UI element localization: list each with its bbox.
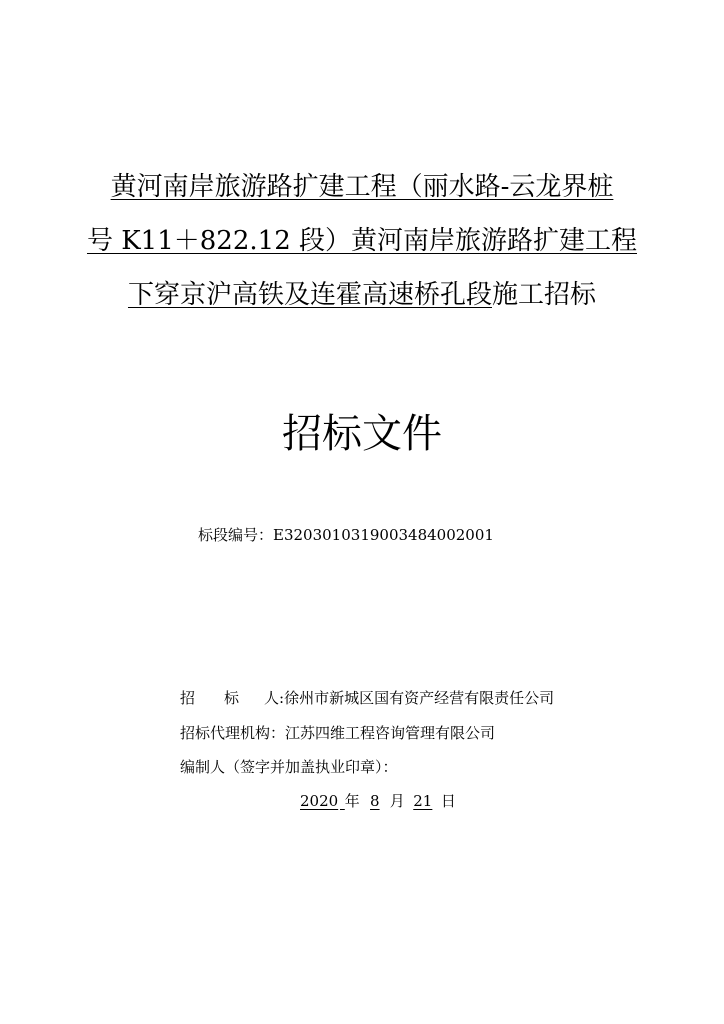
agency-value: 江苏四维工程咨询管理有限公司 xyxy=(285,724,496,742)
agency-label: 招标代理机构： xyxy=(180,724,286,742)
issue-date xyxy=(300,789,456,813)
date-month: 8 xyxy=(370,792,380,810)
compiler-label: 编制人（签字并加盖执业印章）： xyxy=(180,758,398,776)
section-number-label: 标段编号： xyxy=(198,526,274,544)
tenderer-label-char-2: 标 xyxy=(224,689,240,707)
project-title-line-3 xyxy=(70,268,654,322)
tenderer-separator: : xyxy=(279,689,285,707)
project-title xyxy=(70,160,654,322)
project-title-line-2 xyxy=(70,214,654,268)
project-title-line-1-text: 黄河南岸旅游路扩建工程（丽水路-云龙界桩 xyxy=(110,172,614,202)
agency-row xyxy=(180,721,495,745)
tenderer-row xyxy=(180,686,554,710)
document-title: 招标文件 xyxy=(282,411,442,457)
date-year-unit: 年 xyxy=(344,792,360,810)
date-day-unit: 日 xyxy=(440,792,456,810)
project-title-line-3-underlined: 下穿京沪高铁及连霍高速桥孔段 xyxy=(127,280,492,310)
project-title-line-2-text: 号 K11＋822.12 段）黄河南岸旅游路扩建工程 xyxy=(86,226,637,256)
date-day: 21 xyxy=(413,792,433,810)
compiler-row xyxy=(180,755,398,779)
tenderer-label-char-1: 招 xyxy=(180,689,196,707)
project-title-line-1 xyxy=(70,160,654,214)
tenderer-value: 徐州市新城区国有资产经营有限责任公司 xyxy=(284,689,555,707)
date-year: 2020 xyxy=(300,792,339,810)
section-number-value: E3203010319003484002001 xyxy=(273,526,494,544)
project-title-line-3-rest: 施工招标 xyxy=(492,280,597,310)
tenderer-label-char-3: 人 xyxy=(264,689,280,707)
date-month-unit: 月 xyxy=(389,792,405,810)
section-number xyxy=(198,523,494,547)
